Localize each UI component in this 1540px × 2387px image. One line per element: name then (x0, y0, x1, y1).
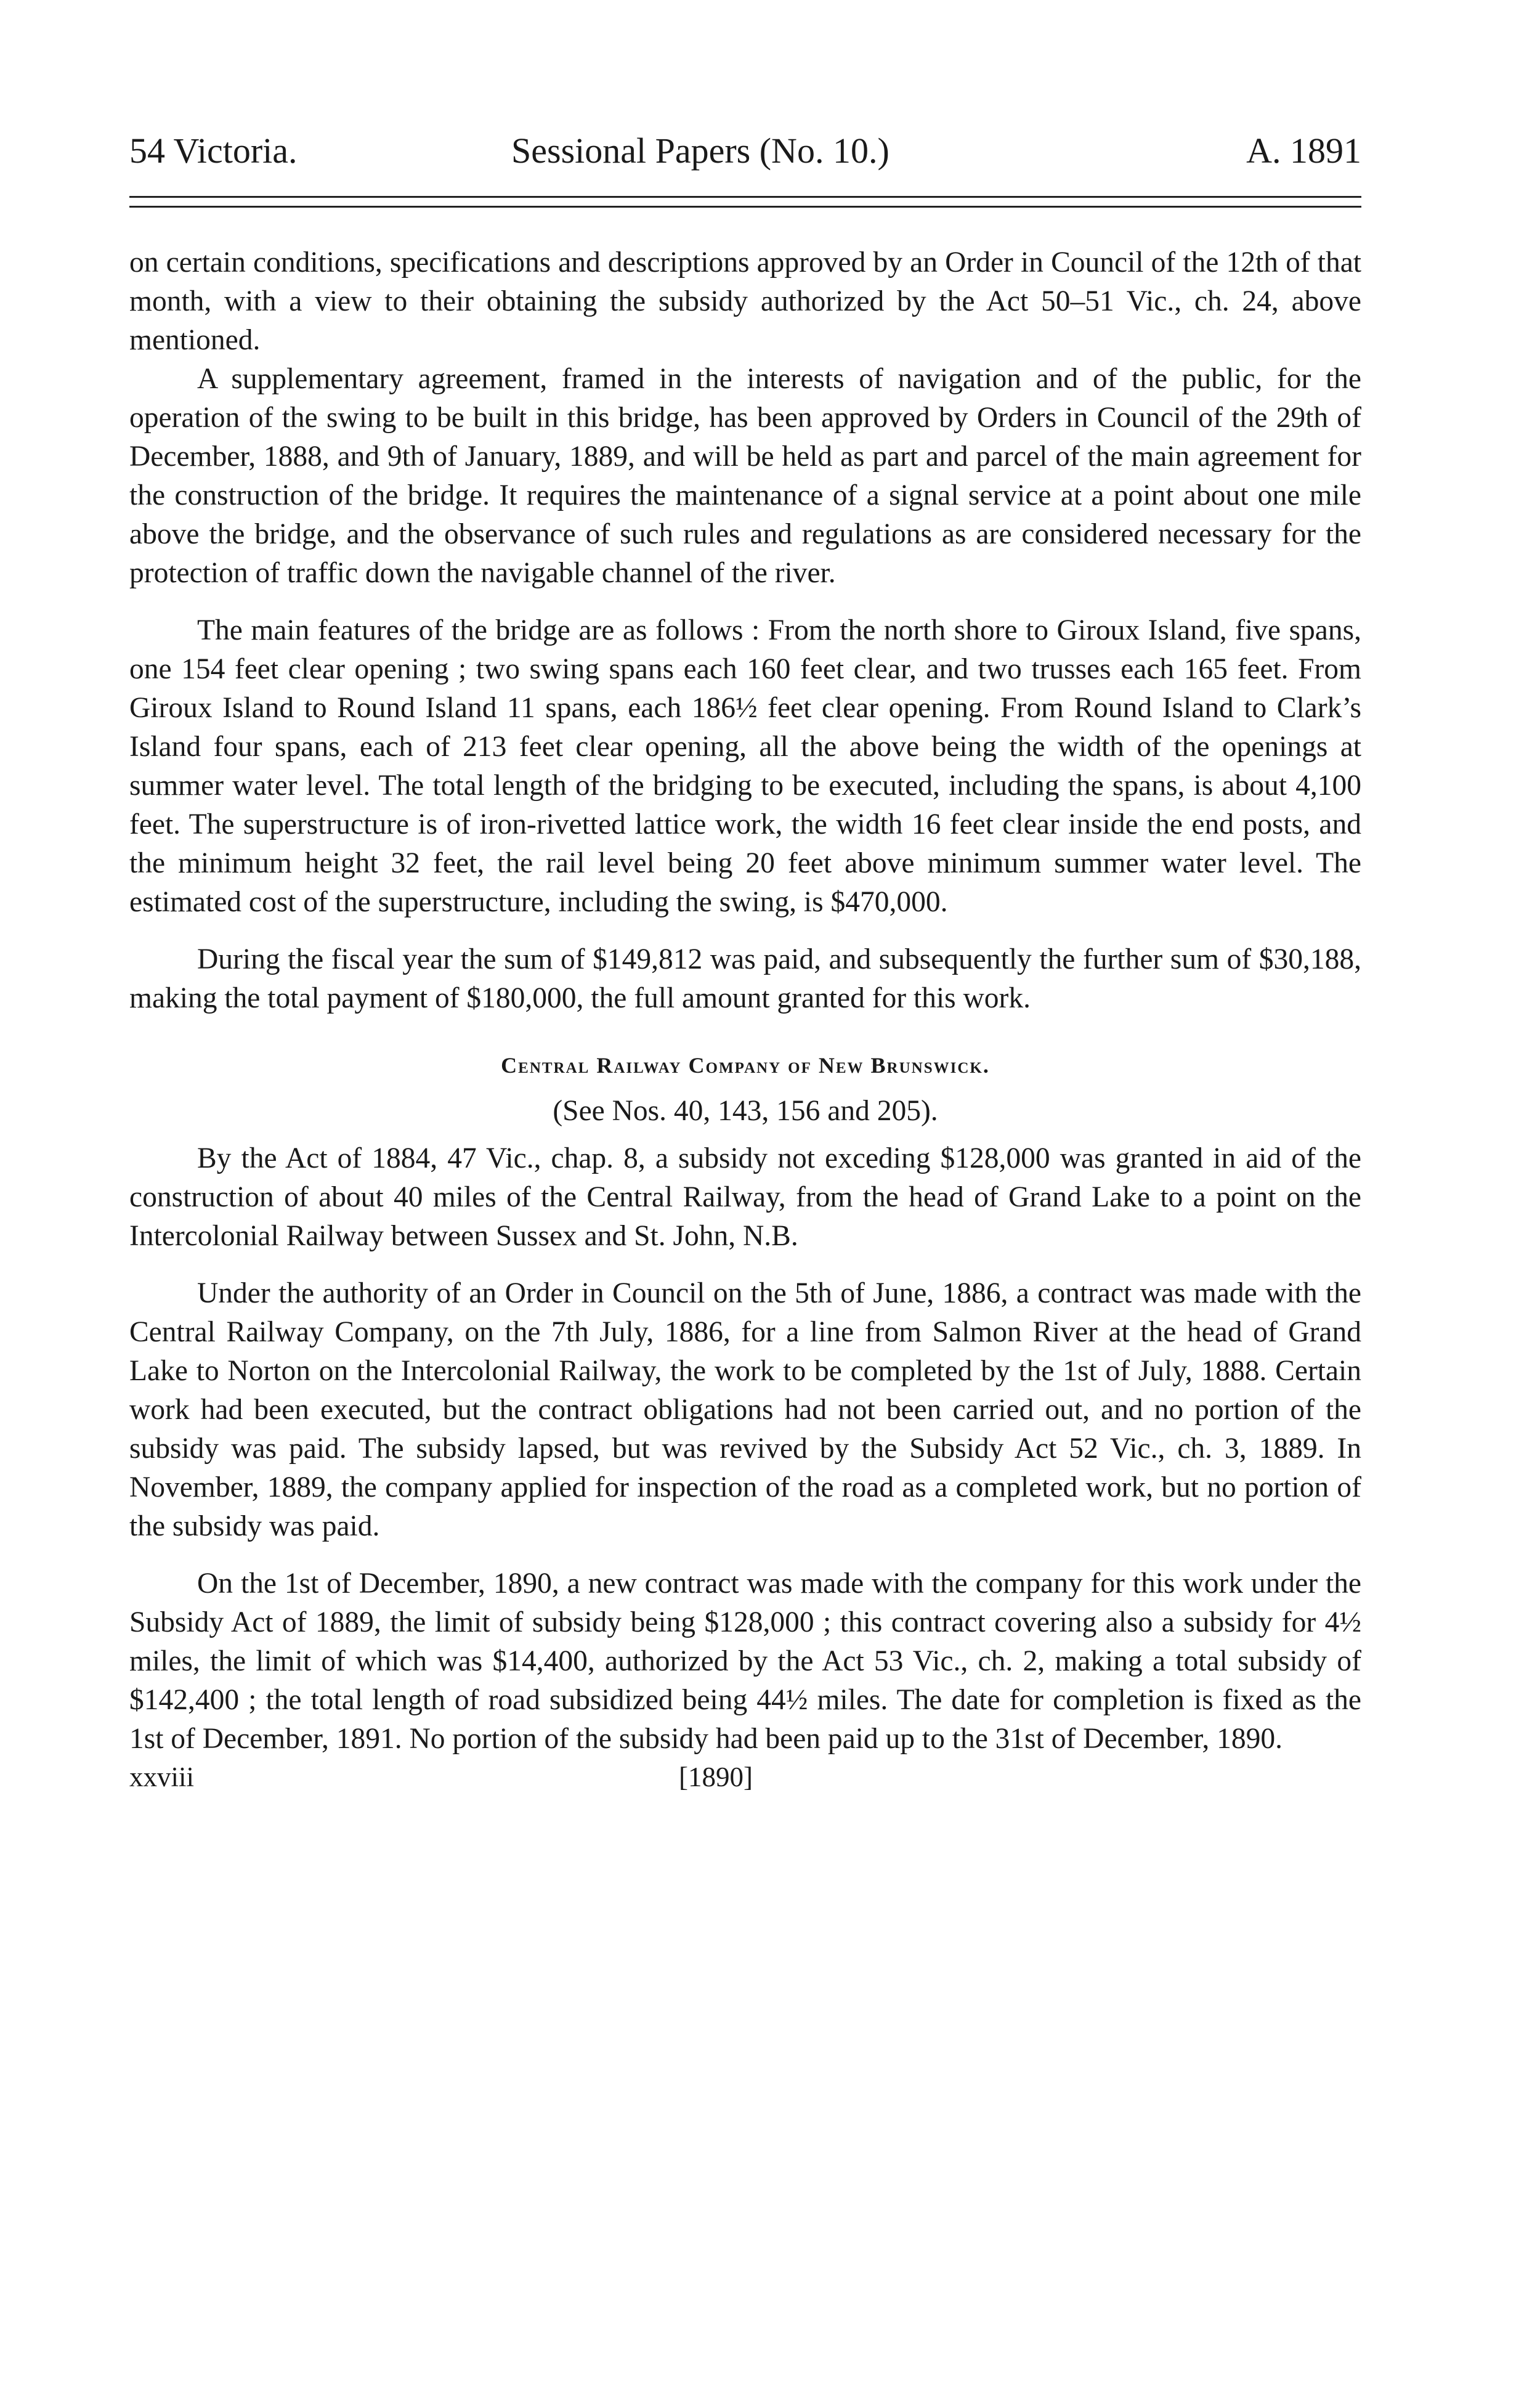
paragraph: During the fiscal year the sum of $149,812 was paid, and subsequently the further sum of $30,188, making the total payment of $180,000, the full amount granted for this work. (129, 943, 1361, 1014)
section-see-also: (See Nos. 40, 143, 156 and 205). (553, 1095, 938, 1127)
page-footer (129, 1759, 1361, 1795)
section-heading: Central Railway Company of New Brunswick. (501, 1053, 990, 1078)
document-body (129, 243, 1361, 1795)
paragraph: A supplementary agreement, framed in the interests of navigation and of the public, for the operation of the swing to be built in this bridge, has been approved by Orders in Council of the 29th of December, 1888, and 9th of January, 1889, and will be held as part and parcel of the main agreement for the construction of the bridge. It requires the maintenance of a signal service at a point about one mile above the bridge, and the observance of such rules and regulations as are considered necessary for the protection of traffic down the navigable channel of the river. (129, 363, 1361, 589)
paragraph: On the 1st of December, 1890, a new contract was made with the company for this work under the Subsidy Act of 1889, the limit of subsidy being $128,000 ; this contract covering also a subsidy for 4½ miles, the limit of which was $14,400, authorized by the Act 53 Vic., ch. 2, making a total subsidy of $142,400 ; the total length of road subsidized being 44½ miles. The date for completion is fixed as the 1st of December, 1891. No portion of the subsidy had been paid up to the 31st of December, 1890. (129, 1568, 1361, 1755)
header-rule-top (129, 196, 1361, 198)
header-session: 54 Victoria. (129, 131, 298, 171)
paragraph: By the Act of 1884, 47 Vic., chap. 8, a subsidy not exceding $128,000 was granted in aid of the construction of about 40 miles of the Central Railway, from the head of Grand Lake to a point on the Intercolonial Railway between Sussex and St. John, N.B. (129, 1142, 1361, 1252)
paragraph: The main features of the bridge are as follows : From the north shore to Giroux Island, five spans, one 154 feet clear opening ; two swing spans each 160 feet clear, and two trusses each 165 feet. From Giroux Island to Round Island 11 spans, each 186½ feet clear opening. From Round Island to Clark’s Island four spans, each of 213 feet clear opening, all the above being the width of the openings at summer water level. The total length of the bridging to be executed, including the spans, is about 4,100 feet. The superstructure is of iron-rivetted lattice work, the width 16 feet clear inside the end posts, and the minimum height 32 feet, the rail level being 20 feet above minimum summer water level. The estimated cost of the superstructure, including the swing, is $470,000. (129, 614, 1361, 918)
footer-page-number: xxviii (129, 1762, 195, 1792)
header-rule-bottom (129, 206, 1361, 208)
header-year: A. 1891 (1246, 131, 1361, 171)
paragraph: on certain conditions, specifications and descriptions approved by an Order in Council of the 12th of that month, with a view to their obtaining the subsidy authorized by the Act 50–51 Vic., ch. 24, above mentioned. (129, 246, 1361, 356)
page-header (129, 123, 1361, 179)
header-title: Sessional Papers (No. 10.) (511, 131, 890, 171)
paragraph: Under the authority of an Order in Council on the 5th of June, 1886, a contract was made with the Central Railway Company, on the 7th July, 1886, for a line from Salmon River at the head of Grand Lake to Norton on the Intercolonial Railway, the work to be completed by the 1st of July, 1888. Certain work had been executed, but the contract obligations had not been carried out, and no portion of the subsidy was paid. The subsidy lapsed, but was revived by the Subsidy Act 52 Vic., ch. 3, 1889. In November, 1889, the company applied for inspection of the road as a completed work, but no portion of the subsidy was paid. (129, 1277, 1361, 1542)
footer-year: [1890] (679, 1762, 753, 1792)
